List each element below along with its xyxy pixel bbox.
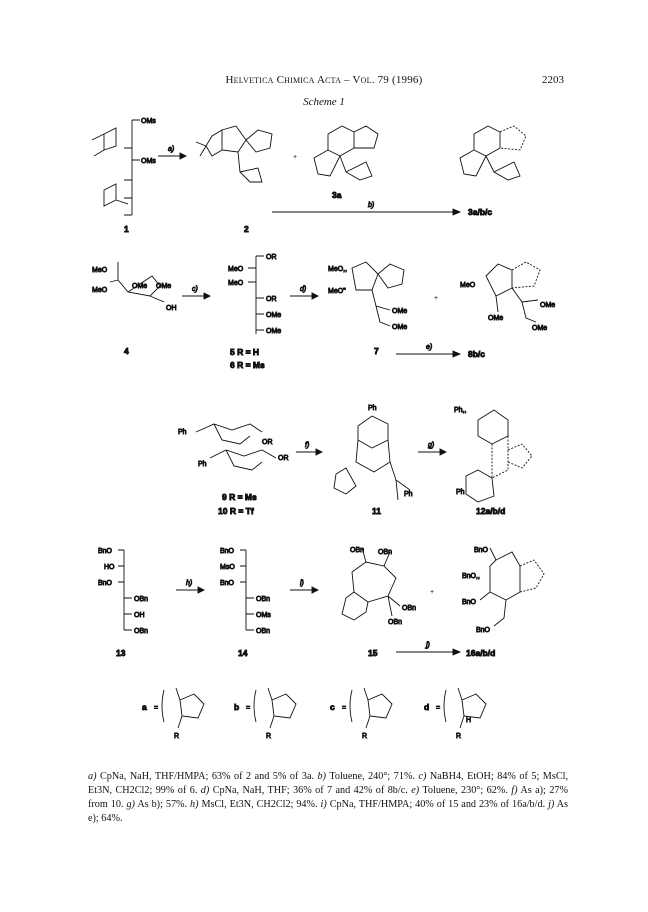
arrow-i: [290, 587, 318, 593]
compound-3abc: 3a/b/c: [468, 207, 493, 217]
footnote-key-a: a): [88, 771, 97, 782]
label-ome-8a: OMe: [488, 315, 504, 322]
footnote-key-f: f): [511, 785, 518, 796]
label-obn-15b: OBn: [378, 549, 393, 556]
footnote-key-i: i): [320, 799, 327, 810]
compound-9: 9 R = Ms: [222, 492, 257, 502]
compound-6: 6 R = Ms: [230, 360, 265, 370]
label-or-5b: OR: [266, 296, 277, 303]
reagent-g: g): [428, 442, 435, 449]
footnote-key-c: c): [418, 771, 427, 782]
compound-11: 11: [372, 506, 381, 516]
footnote-text-a: CpNa, NaH, THF/HMPA; 63% of 2 and 5% of 3a.: [96, 771, 318, 782]
svg-text:H: H: [466, 717, 472, 724]
label-ome-7a: OMe: [392, 308, 408, 315]
footnote-key-e: e): [411, 785, 420, 796]
compound-2-structure: [196, 126, 272, 182]
label-meo-7b: MeO'': [328, 288, 346, 295]
arrow-c: [182, 293, 210, 299]
label-oms-2: OMs: [141, 158, 156, 165]
svg-text:a: a: [142, 702, 147, 712]
footnote-text-h: MsCl, Et3N, CH2Cl2; 94%.: [198, 799, 321, 810]
label-ph-11b: Ph: [404, 491, 413, 498]
def-d: [424, 688, 486, 740]
footnote-key-j: j): [548, 799, 555, 810]
def-b: [234, 688, 296, 740]
compound-14-structure: [240, 550, 254, 630]
label-meo-7a: MeO,,: [328, 266, 348, 273]
label-oms-1: OMs: [141, 118, 156, 125]
footnote-text-e: Toluene, 230°; 62%.: [419, 785, 512, 796]
label-or-9a: OR: [262, 439, 273, 446]
svg-text:R: R: [266, 733, 272, 740]
footnote-text-i: CpNa, THF/HMPA; 40% of 15 and 23% of 16a/b/d.: [326, 799, 549, 810]
label-oh-4: OH: [166, 305, 177, 312]
footnote-key-g: g): [126, 799, 135, 810]
label-bno-16a: BnO: [474, 547, 489, 554]
svg-text:+: +: [434, 295, 439, 302]
footnote-text-j: As e); 64%.: [88, 799, 569, 824]
journal-title: Helvetica Chimica Acta – Vol. 79 (1996): [225, 74, 423, 86]
label-obn-14b: OBn: [256, 628, 271, 635]
footnote-key-d: d): [200, 785, 210, 796]
label-or-9b: OR: [278, 455, 289, 462]
compound-15-structure: [342, 548, 400, 620]
compound-13: 13: [116, 648, 126, 658]
label-ome-4b: OMe: [156, 283, 172, 290]
label-ph-11a: Ph: [368, 405, 377, 412]
compound-13-structure: [118, 550, 132, 630]
label-bno-16d: BnO: [476, 627, 491, 634]
reagent-j: j): [426, 642, 430, 649]
label-ph-9a: Ph: [178, 429, 187, 436]
label-bno-16c: BnO: [462, 599, 477, 606]
svg-text:R: R: [174, 733, 180, 740]
arrow-d: [290, 293, 318, 299]
reagent-f: f): [305, 442, 310, 449]
label-ome-5a: OMe: [266, 312, 282, 319]
page-number: 2203: [542, 74, 564, 86]
label-ome-8c: OMe: [532, 325, 548, 332]
label-ome-5b: OMe: [266, 328, 282, 335]
arrow-g: [418, 449, 446, 455]
label-meo-4a: MeO: [92, 267, 108, 274]
compound-8bc: 8b/c: [468, 349, 486, 359]
label-ome-7b: OMe: [392, 324, 408, 331]
footnote-text-f: As a); 27% from 10.: [88, 785, 568, 810]
compound-5-6-structure: [248, 256, 264, 334]
label-obn-15d: OBn: [388, 619, 403, 626]
compound-4: 4: [124, 346, 129, 356]
reagent-b: b): [368, 202, 375, 209]
scheme-title: Scheme 1: [303, 96, 345, 108]
svg-text:=: =: [436, 705, 441, 712]
label-bno-16b: BnO,,: [462, 573, 480, 580]
svg-text:c: c: [330, 702, 335, 712]
arrow-h: [176, 587, 204, 593]
label-obn-14a: OBn: [256, 596, 271, 603]
label-ho-13: HO: [104, 564, 115, 571]
reagent-i: i): [300, 580, 304, 587]
label-obn-13a: OBn: [134, 596, 149, 603]
svg-text:=: =: [154, 705, 159, 712]
reagent-a: a): [168, 146, 175, 153]
compound-1: 1: [124, 224, 129, 234]
compound-3a-structure: [314, 126, 378, 180]
compound-3a: 3a: [332, 190, 342, 200]
label-bno-14a: BnO: [220, 548, 235, 555]
label-oh-13: OH: [134, 612, 145, 619]
label-ome-4a: OMe: [132, 283, 148, 290]
compound-8bc-structure: [486, 262, 540, 322]
compound-7-structure: [352, 262, 404, 326]
compound-15: 15: [368, 648, 378, 658]
label-obn-15a: OBn: [350, 547, 365, 554]
reagent-d: d): [300, 286, 307, 293]
compound-9-10-structure: [196, 424, 276, 470]
compound-3abc-structure: [460, 126, 526, 180]
reagent-e: e): [426, 344, 433, 351]
label-meo-4b: MeO: [92, 287, 108, 294]
label-bno-14b: BnO: [220, 580, 235, 587]
arrow-j: [396, 649, 460, 655]
scheme-footnotes: [88, 770, 568, 826]
def-c: [330, 688, 392, 740]
label-or-5a: OR: [266, 254, 277, 261]
compound-12abd-structure: [466, 410, 532, 502]
compound-5: 5 R = H: [230, 347, 260, 357]
label-ph-12b: Ph: [456, 489, 465, 496]
svg-text:R: R: [362, 733, 368, 740]
label-bno-13a: BnO: [98, 548, 113, 555]
compound-4-structure: [110, 262, 164, 302]
compound-16abd: 16a/b/d: [466, 648, 496, 658]
label-meo-8: MeO: [460, 282, 476, 289]
compound-11-structure: [334, 416, 410, 500]
svg-text:=: =: [342, 705, 347, 712]
footnote-text-d: CpNa, NaH, THF; 36% of 7 and 42% of 8b/c.: [209, 785, 412, 796]
compound-14: 14: [238, 648, 248, 658]
arrow-f: [296, 449, 322, 455]
def-a: [142, 688, 204, 740]
footnote-text-g: As b); 57%.: [134, 799, 191, 810]
arrow-e: [396, 351, 460, 357]
svg-text:R: R: [456, 733, 462, 740]
compound-10: 10 R = Tf: [218, 506, 254, 516]
compound-12abd: 12a/b/d: [476, 506, 506, 516]
footnote-text-b: Toluene, 240°; 71%.: [326, 771, 419, 782]
svg-text:d: d: [424, 702, 430, 712]
label-mso-14: MsO: [220, 564, 235, 571]
reagent-h: h): [186, 580, 193, 587]
label-obn-15c: OBn: [402, 605, 417, 612]
arrow-b: [272, 209, 460, 215]
footnote-text-c: NaBH4, EtOH; 84% of 5; MsCl, Et3N, CH2Cl2; 99% of 6.: [88, 771, 568, 796]
svg-text:+: +: [430, 589, 435, 596]
label-bno-13b: BnO: [98, 580, 113, 587]
label-obn-13b: OBn: [134, 628, 149, 635]
label-meo-5a: MeO: [228, 266, 244, 273]
label-ome-8b: OMe: [540, 302, 556, 309]
reagent-c: c): [192, 286, 198, 293]
compound-2: 2: [244, 224, 249, 234]
compound-7: 7: [374, 346, 379, 356]
svg-text:+: +: [293, 154, 298, 161]
footnote-key-h: h): [190, 799, 199, 810]
label-ph-12a: Ph,,: [454, 407, 467, 414]
label-oms-14: OMs: [256, 612, 271, 619]
label-meo-5b: MeO: [228, 280, 244, 287]
compound-16abd-structure: [480, 548, 544, 626]
svg-text:=: =: [246, 705, 251, 712]
label-ph-9b: Ph: [198, 461, 207, 468]
svg-text:b: b: [234, 702, 240, 712]
arrow-a: [158, 153, 186, 159]
compound-1-structure: [92, 120, 140, 215]
footnote-key-b: b): [317, 771, 327, 782]
